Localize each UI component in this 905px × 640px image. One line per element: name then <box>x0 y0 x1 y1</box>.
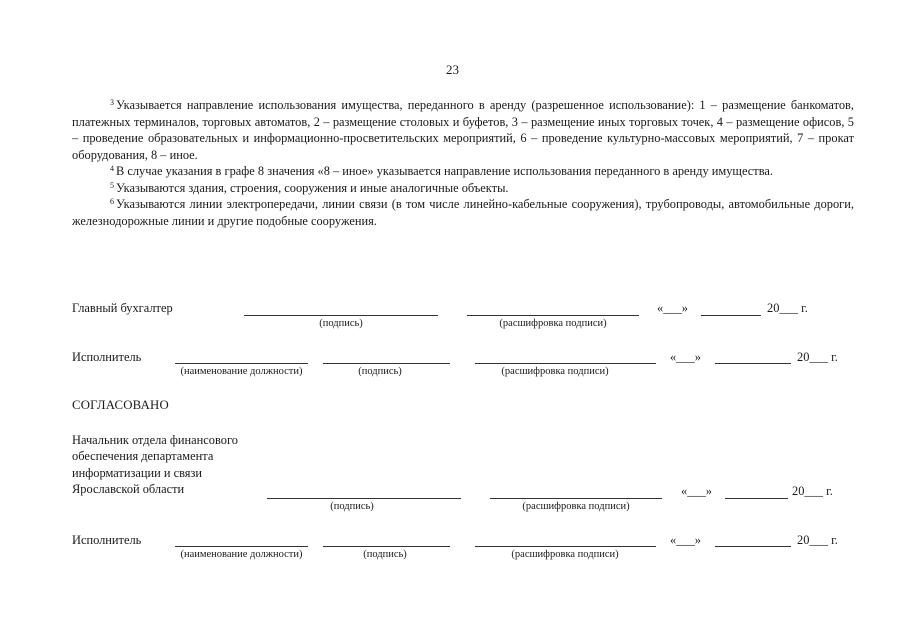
date-day-field[interactable]: «___» <box>670 350 701 364</box>
signature-caption: (подпись) <box>319 318 363 329</box>
date-day-field[interactable]: «___» <box>657 301 688 315</box>
page-number: 23 <box>446 62 459 77</box>
date-month-line[interactable] <box>701 315 761 316</box>
agreed-heading: СОГЛАСОВАНО <box>72 398 169 412</box>
date-year-field[interactable]: 20___ г. <box>797 350 838 364</box>
department-head-decode-line[interactable] <box>490 498 662 499</box>
footnote-6 <box>72 196 854 229</box>
signature-caption: (подпись) <box>358 366 402 377</box>
footnote-text: Указываются здания, строения, сооружения и иные аналогичные объекты. <box>116 180 509 195</box>
decode-caption: (расшифровка подписи) <box>499 318 607 329</box>
footnote-3 <box>72 97 854 163</box>
decode-caption: (расшифровка подписи) <box>501 366 609 377</box>
signature-caption: (подпись) <box>330 501 374 512</box>
date-month-line[interactable] <box>715 546 791 547</box>
footnote-mark: 6 <box>110 197 114 206</box>
department-head-title <box>72 432 238 498</box>
date-year-field[interactable]: 20___ г. <box>797 533 838 547</box>
department-head-signature-line[interactable] <box>267 498 461 499</box>
footnote-mark: 3 <box>110 98 114 107</box>
executor-decode-line[interactable] <box>475 546 656 547</box>
date-year-field[interactable]: 20___ г. <box>792 484 833 498</box>
executor-label: Исполнитель <box>72 350 142 364</box>
executor-label: Исполнитель <box>72 533 142 547</box>
decode-caption: (расшифровка подписи) <box>511 549 619 560</box>
date-day-field[interactable]: «___» <box>670 533 701 547</box>
chief-accountant-signature-line[interactable] <box>244 315 438 316</box>
date-day-field[interactable]: «___» <box>681 484 712 498</box>
date-month-line[interactable] <box>725 498 788 499</box>
signature-caption: (подпись) <box>363 549 407 560</box>
footnote-text: Указываются линии электропередачи, линии связи (в том числе линейно-кабельные сооружения), трубопроводы, автомобильные дороги, железнодорожные линии и другие подобные сооружения. <box>72 197 854 228</box>
department-head-line: информатизации и связи <box>72 465 202 480</box>
footnote-5 <box>72 180 854 197</box>
executor-signature-line[interactable] <box>323 546 450 547</box>
footnote-text: В случае указания в графе 8 значения «8 – иное» указывается направление использования переданного в аренду имущества. <box>116 164 773 178</box>
executor-signature-line[interactable] <box>323 363 450 364</box>
footnote-mark: 5 <box>110 180 114 190</box>
footnote-text: Указывается направление использования имущества, переданного в аренду (разрешенное использование): 1 – размещение банкоматов, платежных терминалов, торговых автоматов, 2 – размещение столовых и буфетов, 3 – размещение иных торговых точек, 4 – размещение офисов, 5 – проведение образовательных и информационно-просветительских мероприятий, 6 – проведение культурно-массовых мероприятий, 7 – прокат оборудования, 8 – иное. <box>72 98 854 162</box>
footnotes <box>72 97 854 229</box>
executor-position-line[interactable] <box>175 363 308 364</box>
position-caption: (наименование должности) <box>180 549 303 560</box>
position-caption: (наименование должности) <box>180 366 303 377</box>
footnote-mark: 4 <box>110 164 114 173</box>
decode-caption: (расшифровка подписи) <box>522 501 630 512</box>
department-head-line: обеспечения департамента <box>72 449 214 464</box>
executor-position-line[interactable] <box>175 546 308 547</box>
executor-decode-line[interactable] <box>475 363 656 364</box>
department-head-line: Ярославской области <box>72 482 185 497</box>
date-month-line[interactable] <box>715 363 791 364</box>
department-head-line: Начальник отдела финансового <box>72 433 238 447</box>
chief-accountant-label: Главный бухгалтер <box>72 301 173 315</box>
date-year-field[interactable]: 20___ г. <box>767 301 808 315</box>
footnote-4 <box>72 163 854 180</box>
chief-accountant-decode-line[interactable] <box>467 315 639 316</box>
